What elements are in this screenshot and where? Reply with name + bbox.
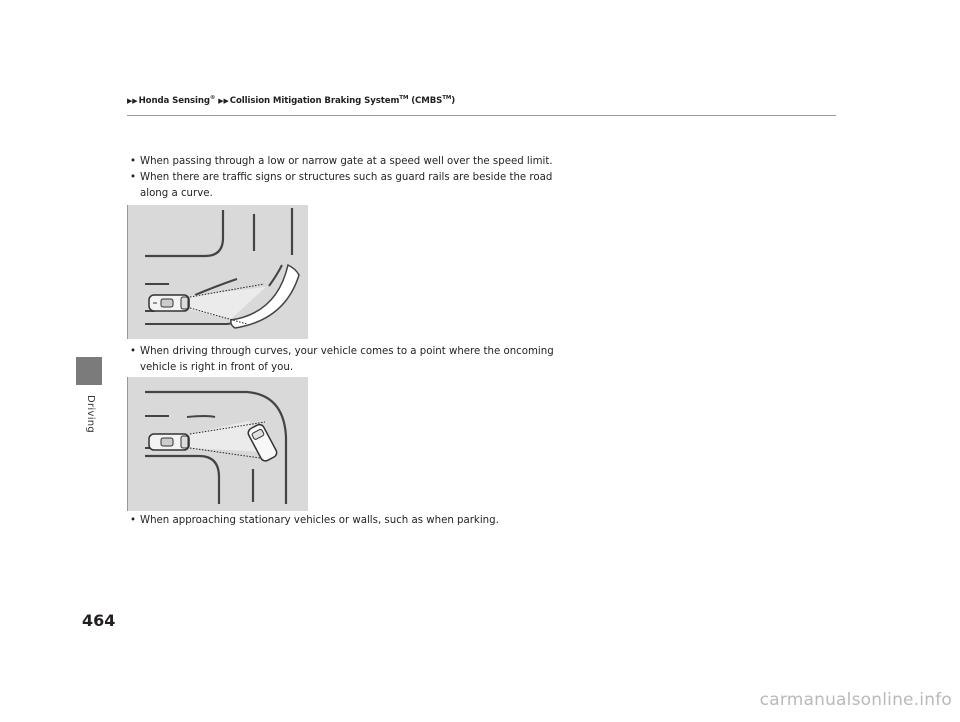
page-number: 464 bbox=[82, 611, 116, 630]
breadcrumb-cmbs-abbr: (CMBS bbox=[408, 96, 443, 106]
trademark-mark: TM bbox=[399, 95, 409, 101]
breadcrumb-item-honda-sensing: Honda Sensing bbox=[138, 96, 210, 106]
bullet-text: When approaching stationary vehicles or walls, such as when parking. bbox=[140, 515, 499, 526]
illustration-oncoming-vehicle-curve bbox=[127, 377, 308, 511]
bullet-icon: • bbox=[130, 156, 137, 167]
bullet-item bbox=[130, 154, 590, 170]
section-tab-marker bbox=[76, 357, 102, 385]
bullet-icon: • bbox=[130, 346, 137, 357]
section-label: Driving bbox=[85, 395, 96, 434]
bullet-icon: • bbox=[130, 515, 137, 526]
breadcrumb-cmbs-close: ) bbox=[451, 96, 456, 106]
registered-mark: ® bbox=[209, 95, 216, 101]
breadcrumb-arrow-icon: ▶▶ bbox=[218, 97, 229, 105]
header-rule bbox=[127, 115, 836, 116]
illustration-guard-rail-curve bbox=[127, 205, 308, 339]
bullet-item bbox=[130, 170, 570, 202]
trademark-mark: TM bbox=[442, 95, 452, 101]
watermark: carmanualsonline.info bbox=[759, 690, 952, 710]
bullet-item bbox=[130, 513, 590, 529]
bullet-text: When there are traffic signs or structures such as guard rails are beside the road along a curve. bbox=[140, 172, 553, 199]
bullet-icon: • bbox=[130, 172, 137, 183]
breadcrumb bbox=[127, 95, 455, 106]
breadcrumb-item-cmbs: Collision Mitigation Braking System bbox=[229, 96, 400, 106]
bullet-item bbox=[130, 344, 590, 376]
breadcrumb-arrow-icon: ▶▶ bbox=[127, 97, 138, 105]
bullet-text: When driving through curves, your vehicle comes to a point where the oncoming vehicle is right in front of you. bbox=[140, 346, 554, 373]
bullet-text: When passing through a low or narrow gate at a speed well over the speed limit. bbox=[140, 156, 553, 167]
